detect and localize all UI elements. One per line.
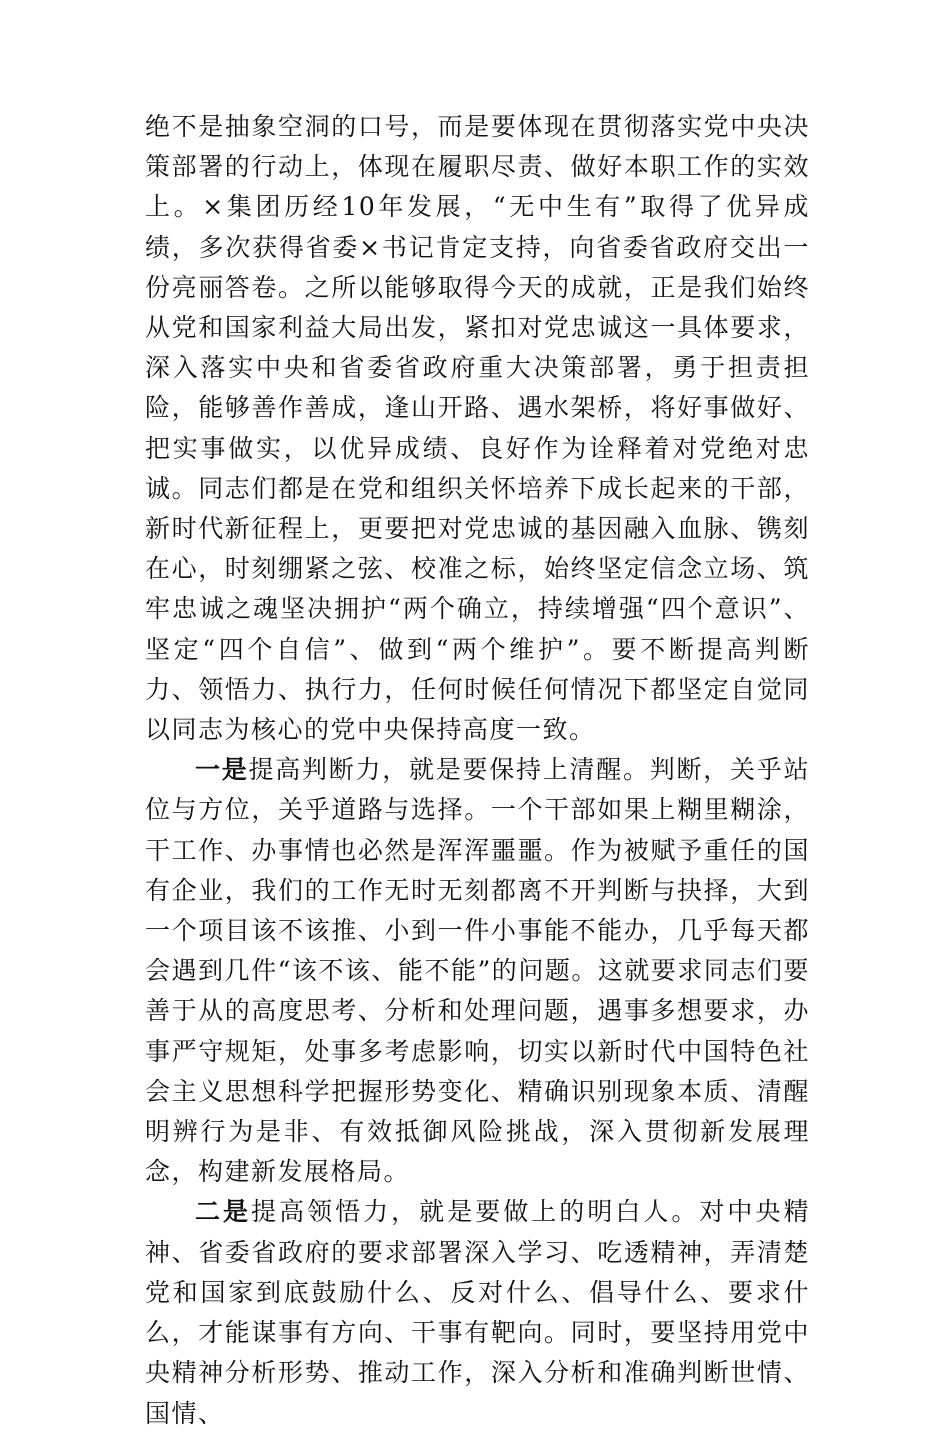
point-two-lead: 二是 [195,1197,252,1227]
document-body [145,107,810,1434]
point-one-lead: 一是 [195,755,249,785]
paragraph-point-one [145,750,810,1192]
point-one-text: 提高判断力，就是要保持上清醒。判断，关乎站位与方位，关乎道路与选择。一个干部如果上糊里糊涂，干工作、办事情也必然是浑浑噩噩。作为被赋予重任的国有企业，我们的工作无时无刻都离不开判断与抉择，大到一个项目该不该推、小到一件小事能不能办，几乎每天都会遇到几件“该不该、能不能”的问题。这就要求同志们要善于从的高度思考、分析和处理问题，遇事多想要求，办事严守规矩，处事多考虑影响，切实以新时代中国特色社会主义思想科学把握形势变化、精确识别现象本质、清醒明辨行为是非、有效抵御风险挑战，深入贯彻新发展理念，构建新发展格局。 [145,755,810,1187]
paragraph-point-two [145,1192,810,1433]
paragraph-continuation: 绝不是抽象空洞的口号，而是要体现在贯彻落实党中央决策部署的行动上，体现在履职尽责、做好本职工作的实效上。×集团历经10年发展，“无中生有”取得了优异成绩，多次获得省委×书记肯定支持，向省委省政府交出一份亮丽答卷。之所以能够取得今天的成就，正是我们始终从党和国家利益大局出发，紧扣对党忠诚这一具体要求，深入落实中央和省委省政府重大决策部署，勇于担责担险，能够善作善成，逢山开路、遇水架桥，将好事做好、把实事做实，以优异成绩、良好作为诠释着对党绝对忠诚。同志们都是在党和组织关怀培养下成长起来的干部，新时代新征程上，更要把对党忠诚的基因融入血脉、镌刻在心，时刻绷紧之弦、校准之标，始终坚定信念立场、筑牢忠诚之魂坚决拥护“两个确立，持续增强“四个意识”、坚定“四个自信”、做到“两个维护”。要不断提高判断力、领悟力、执行力，任何时候任何情况下都坚定自觉同以同志为核心的党中央保持高度一致。 [145,112,810,745]
point-two-text: 提高领悟力，就是要做上的明白人。对中央精神、省委省政府的要求部署深入学习、吃透精神，弄清楚党和国家到底鼓励什么、反对什么、倡导什么、要求什么，才能谋事有方向、干事有靶向。同时，要坚持用党中央精神分析形势、推动工作，深入分析和准确判断世情、国情、 [145,1197,810,1428]
